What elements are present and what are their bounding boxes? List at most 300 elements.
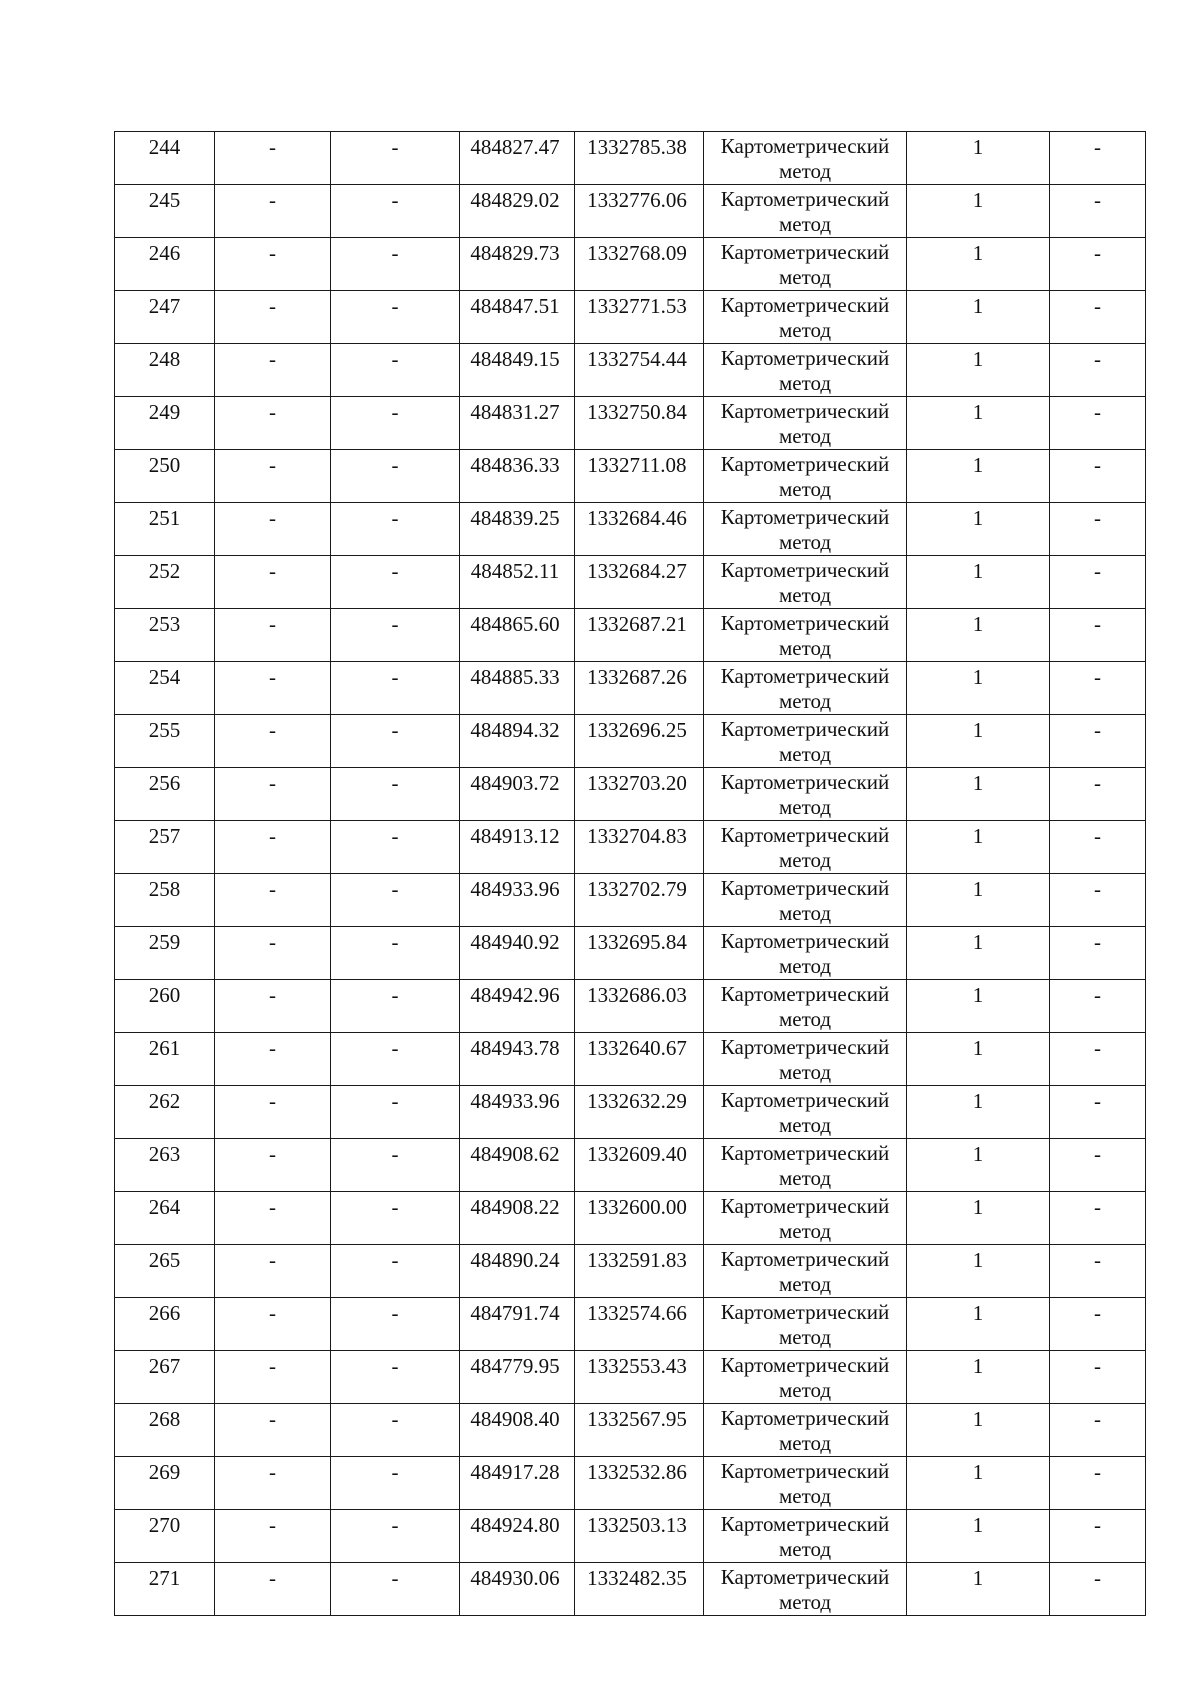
method-cell bbox=[704, 768, 907, 821]
method-cell bbox=[704, 980, 907, 1033]
table-row bbox=[115, 980, 1146, 1033]
table-row bbox=[115, 874, 1146, 927]
column-2-text: - bbox=[269, 824, 276, 848]
column-8-text: - bbox=[1094, 1036, 1101, 1060]
x-coordinate-cell bbox=[460, 927, 575, 980]
method-text: Картометрический метод bbox=[720, 717, 890, 766]
column-8-cell bbox=[1050, 1192, 1146, 1245]
column-3-cell bbox=[331, 821, 460, 874]
column-3-text: - bbox=[391, 188, 399, 212]
column-2-text: - bbox=[269, 347, 276, 371]
method-text: Картометрический метод bbox=[720, 982, 890, 1031]
y-coordinate-cell bbox=[575, 1192, 704, 1245]
y-coordinate-text: 1332532.86 bbox=[587, 1460, 687, 1484]
column-8-text: - bbox=[1094, 1407, 1101, 1431]
method-cell bbox=[704, 715, 907, 768]
method-text: Картометрический метод bbox=[720, 611, 890, 660]
point-number-text: 246 bbox=[148, 241, 181, 265]
column-8-cell bbox=[1050, 1245, 1146, 1298]
point-number-text: 253 bbox=[148, 612, 181, 636]
accuracy-cell bbox=[907, 185, 1050, 238]
method-cell bbox=[704, 397, 907, 450]
method-text: Картометрический метод bbox=[720, 876, 890, 925]
column-3-cell bbox=[331, 1298, 460, 1351]
column-2-cell bbox=[215, 1086, 331, 1139]
table-row bbox=[115, 1351, 1146, 1404]
x-coordinate-cell bbox=[460, 1563, 575, 1616]
accuracy-cell bbox=[907, 715, 1050, 768]
point-number-cell bbox=[115, 1457, 215, 1510]
x-coordinate-cell bbox=[460, 556, 575, 609]
column-2-text: - bbox=[269, 1142, 276, 1166]
point-number-cell bbox=[115, 1245, 215, 1298]
column-3-cell bbox=[331, 344, 460, 397]
table-row bbox=[115, 556, 1146, 609]
column-3-cell bbox=[331, 1033, 460, 1086]
column-3-cell bbox=[331, 662, 460, 715]
x-coordinate-cell bbox=[460, 1351, 575, 1404]
accuracy-cell bbox=[907, 927, 1050, 980]
table-row bbox=[115, 609, 1146, 662]
method-text: Картометрический метод bbox=[720, 823, 890, 872]
column-2-cell bbox=[215, 1139, 331, 1192]
column-2-text: - bbox=[269, 612, 276, 636]
column-3-text: - bbox=[391, 347, 399, 371]
column-8-cell bbox=[1050, 397, 1146, 450]
column-2-cell bbox=[215, 1351, 331, 1404]
accuracy-cell bbox=[907, 874, 1050, 927]
column-8-cell bbox=[1050, 927, 1146, 980]
column-2-text: - bbox=[269, 1354, 276, 1378]
point-number-text: 245 bbox=[148, 188, 181, 212]
point-number-cell bbox=[115, 927, 215, 980]
method-cell bbox=[704, 1563, 907, 1616]
accuracy-text: 1 bbox=[972, 241, 984, 265]
accuracy-text: 1 bbox=[972, 612, 984, 636]
column-8-text: - bbox=[1094, 1195, 1101, 1219]
column-3-text: - bbox=[391, 612, 399, 636]
point-number-cell bbox=[115, 556, 215, 609]
accuracy-cell bbox=[907, 609, 1050, 662]
column-8-text: - bbox=[1094, 983, 1101, 1007]
column-2-text: - bbox=[269, 1248, 276, 1272]
table-row bbox=[115, 715, 1146, 768]
point-number-text: 255 bbox=[148, 718, 181, 742]
column-3-text: - bbox=[391, 824, 399, 848]
column-3-cell bbox=[331, 397, 460, 450]
x-coordinate-cell bbox=[460, 1298, 575, 1351]
y-coordinate-text: 1332503.13 bbox=[587, 1513, 687, 1537]
point-number-cell bbox=[115, 1033, 215, 1086]
y-coordinate-cell bbox=[575, 874, 704, 927]
accuracy-text: 1 bbox=[972, 453, 984, 477]
accuracy-text: 1 bbox=[972, 983, 984, 1007]
column-3-cell bbox=[331, 715, 460, 768]
table-row bbox=[115, 1457, 1146, 1510]
accuracy-cell bbox=[907, 980, 1050, 1033]
y-coordinate-cell bbox=[575, 1563, 704, 1616]
table-row bbox=[115, 397, 1146, 450]
accuracy-text: 1 bbox=[972, 1089, 984, 1113]
x-coordinate-cell bbox=[460, 980, 575, 1033]
y-coordinate-cell bbox=[575, 344, 704, 397]
x-coordinate-cell bbox=[460, 1404, 575, 1457]
y-coordinate-cell bbox=[575, 450, 704, 503]
column-3-cell bbox=[331, 1457, 460, 1510]
table-row bbox=[115, 1086, 1146, 1139]
y-coordinate-text: 1332785.38 bbox=[587, 135, 687, 159]
table-row bbox=[115, 1404, 1146, 1457]
accuracy-cell bbox=[907, 556, 1050, 609]
column-8-text: - bbox=[1094, 400, 1101, 424]
column-3-cell bbox=[331, 291, 460, 344]
method-text: Картометрический метод bbox=[720, 1035, 890, 1084]
column-8-text: - bbox=[1094, 824, 1101, 848]
point-number-text: 270 bbox=[148, 1513, 181, 1537]
column-2-text: - bbox=[269, 135, 276, 159]
y-coordinate-text: 1332696.25 bbox=[587, 718, 687, 742]
column-8-cell bbox=[1050, 556, 1146, 609]
column-8-cell bbox=[1050, 715, 1146, 768]
x-coordinate-cell bbox=[460, 238, 575, 291]
point-number-text: 251 bbox=[148, 506, 181, 530]
table-row bbox=[115, 291, 1146, 344]
table-row bbox=[115, 503, 1146, 556]
y-coordinate-cell bbox=[575, 609, 704, 662]
accuracy-text: 1 bbox=[972, 824, 984, 848]
y-coordinate-cell bbox=[575, 185, 704, 238]
table-row bbox=[115, 238, 1146, 291]
column-2-cell bbox=[215, 715, 331, 768]
column-8-text: - bbox=[1094, 1248, 1101, 1272]
column-3-text: - bbox=[391, 771, 399, 795]
method-cell bbox=[704, 1033, 907, 1086]
method-text: Картометрический метод bbox=[720, 1300, 890, 1349]
y-coordinate-text: 1332687.26 bbox=[587, 665, 687, 689]
x-coordinate-cell bbox=[460, 291, 575, 344]
x-coordinate-cell bbox=[460, 768, 575, 821]
column-3-text: - bbox=[391, 1566, 399, 1590]
y-coordinate-cell bbox=[575, 397, 704, 450]
method-text: Картометрический метод bbox=[720, 1088, 890, 1137]
column-2-cell bbox=[215, 1298, 331, 1351]
table-row bbox=[115, 1245, 1146, 1298]
point-number-text: 252 bbox=[148, 559, 181, 583]
x-coordinate-text: 484849.15 bbox=[470, 347, 560, 371]
point-number-text: 266 bbox=[148, 1301, 181, 1325]
accuracy-cell bbox=[907, 662, 1050, 715]
x-coordinate-text: 484839.25 bbox=[470, 506, 560, 530]
x-coordinate-cell bbox=[460, 344, 575, 397]
x-coordinate-cell bbox=[460, 1139, 575, 1192]
column-8-cell bbox=[1050, 238, 1146, 291]
coordinates-table bbox=[114, 131, 1146, 1616]
column-2-cell bbox=[215, 397, 331, 450]
y-coordinate-text: 1332684.46 bbox=[587, 506, 687, 530]
table-row bbox=[115, 821, 1146, 874]
point-number-cell bbox=[115, 609, 215, 662]
accuracy-text: 1 bbox=[972, 400, 984, 424]
x-coordinate-text: 484829.73 bbox=[470, 241, 560, 265]
accuracy-cell bbox=[907, 291, 1050, 344]
column-3-text: - bbox=[391, 294, 399, 318]
accuracy-text: 1 bbox=[972, 294, 984, 318]
column-8-text: - bbox=[1094, 718, 1101, 742]
column-3-text: - bbox=[391, 453, 399, 477]
column-8-cell bbox=[1050, 1033, 1146, 1086]
y-coordinate-cell bbox=[575, 1404, 704, 1457]
column-2-cell bbox=[215, 556, 331, 609]
column-3-cell bbox=[331, 238, 460, 291]
accuracy-text: 1 bbox=[972, 188, 984, 212]
y-coordinate-cell bbox=[575, 715, 704, 768]
point-number-text: 264 bbox=[148, 1195, 181, 1219]
column-2-text: - bbox=[269, 453, 276, 477]
accuracy-cell bbox=[907, 344, 1050, 397]
y-coordinate-text: 1332754.44 bbox=[587, 347, 687, 371]
column-3-text: - bbox=[391, 135, 399, 159]
column-3-text: - bbox=[391, 983, 399, 1007]
y-coordinate-text: 1332711.08 bbox=[587, 453, 687, 477]
accuracy-text: 1 bbox=[972, 930, 984, 954]
x-coordinate-text: 484940.92 bbox=[470, 930, 560, 954]
accuracy-text: 1 bbox=[972, 347, 984, 371]
y-coordinate-cell bbox=[575, 1139, 704, 1192]
x-coordinate-cell bbox=[460, 1192, 575, 1245]
method-text: Картометрический метод bbox=[720, 1353, 890, 1402]
point-number-cell bbox=[115, 715, 215, 768]
accuracy-text: 1 bbox=[972, 1142, 984, 1166]
column-2-cell bbox=[215, 874, 331, 927]
column-8-cell bbox=[1050, 185, 1146, 238]
method-cell bbox=[704, 1245, 907, 1298]
column-2-text: - bbox=[269, 241, 276, 265]
y-coordinate-cell bbox=[575, 291, 704, 344]
column-3-text: - bbox=[391, 665, 399, 689]
column-8-cell bbox=[1050, 1457, 1146, 1510]
column-2-cell bbox=[215, 927, 331, 980]
y-coordinate-cell bbox=[575, 238, 704, 291]
method-text: Картометрический метод bbox=[720, 346, 890, 395]
accuracy-cell bbox=[907, 1192, 1050, 1245]
method-cell bbox=[704, 344, 907, 397]
y-coordinate-text: 1332776.06 bbox=[587, 188, 687, 212]
column-3-cell bbox=[331, 556, 460, 609]
column-3-cell bbox=[331, 1563, 460, 1616]
y-coordinate-text: 1332553.43 bbox=[587, 1354, 687, 1378]
y-coordinate-text: 1332600.00 bbox=[587, 1195, 687, 1219]
column-3-text: - bbox=[391, 400, 399, 424]
y-coordinate-text: 1332771.53 bbox=[587, 294, 687, 318]
column-8-cell bbox=[1050, 132, 1146, 185]
point-number-cell bbox=[115, 344, 215, 397]
point-number-text: 249 bbox=[148, 400, 181, 424]
column-2-cell bbox=[215, 768, 331, 821]
column-8-text: - bbox=[1094, 559, 1101, 583]
x-coordinate-cell bbox=[460, 1086, 575, 1139]
point-number-text: 247 bbox=[148, 294, 181, 318]
point-number-cell bbox=[115, 238, 215, 291]
column-8-cell bbox=[1050, 1298, 1146, 1351]
accuracy-cell bbox=[907, 821, 1050, 874]
x-coordinate-text: 484885.33 bbox=[470, 665, 560, 689]
point-number-cell bbox=[115, 1351, 215, 1404]
point-number-text: 257 bbox=[148, 824, 181, 848]
column-3-cell bbox=[331, 1404, 460, 1457]
column-2-cell bbox=[215, 132, 331, 185]
x-coordinate-cell bbox=[460, 132, 575, 185]
column-3-text: - bbox=[391, 1354, 399, 1378]
x-coordinate-text: 484913.12 bbox=[470, 824, 560, 848]
column-8-cell bbox=[1050, 768, 1146, 821]
x-coordinate-text: 484827.47 bbox=[470, 135, 560, 159]
x-coordinate-text: 484829.02 bbox=[470, 188, 560, 212]
column-8-cell bbox=[1050, 1404, 1146, 1457]
point-number-cell bbox=[115, 503, 215, 556]
point-number-cell bbox=[115, 185, 215, 238]
method-cell bbox=[704, 927, 907, 980]
column-2-text: - bbox=[269, 1195, 276, 1219]
column-8-text: - bbox=[1094, 1460, 1101, 1484]
column-2-cell bbox=[215, 821, 331, 874]
point-number-cell bbox=[115, 1139, 215, 1192]
accuracy-cell bbox=[907, 1298, 1050, 1351]
accuracy-cell bbox=[907, 238, 1050, 291]
column-8-cell bbox=[1050, 450, 1146, 503]
point-number-text: 263 bbox=[148, 1142, 181, 1166]
x-coordinate-cell bbox=[460, 185, 575, 238]
column-3-text: - bbox=[391, 506, 399, 530]
column-2-cell bbox=[215, 1245, 331, 1298]
x-coordinate-text: 484930.06 bbox=[470, 1566, 560, 1590]
point-number-text: 259 bbox=[148, 930, 181, 954]
column-8-cell bbox=[1050, 344, 1146, 397]
column-3-text: - bbox=[391, 1248, 399, 1272]
column-8-text: - bbox=[1094, 665, 1101, 689]
method-cell bbox=[704, 1192, 907, 1245]
point-number-cell bbox=[115, 1404, 215, 1457]
method-cell bbox=[704, 556, 907, 609]
method-text: Картометрический метод bbox=[720, 1512, 890, 1561]
y-coordinate-text: 1332482.35 bbox=[587, 1566, 687, 1590]
column-8-text: - bbox=[1094, 241, 1101, 265]
column-8-text: - bbox=[1094, 135, 1101, 159]
column-2-text: - bbox=[269, 877, 276, 901]
column-3-cell bbox=[331, 1245, 460, 1298]
column-2-text: - bbox=[269, 665, 276, 689]
column-3-cell bbox=[331, 132, 460, 185]
column-3-text: - bbox=[391, 241, 399, 265]
method-cell bbox=[704, 503, 907, 556]
method-text: Картометрический метод bbox=[720, 558, 890, 607]
column-3-cell bbox=[331, 980, 460, 1033]
table-row bbox=[115, 450, 1146, 503]
method-text: Картометрический метод bbox=[720, 1565, 890, 1614]
y-coordinate-cell bbox=[575, 1351, 704, 1404]
column-2-text: - bbox=[269, 983, 276, 1007]
column-8-text: - bbox=[1094, 930, 1101, 954]
x-coordinate-cell bbox=[460, 715, 575, 768]
x-coordinate-text: 484831.27 bbox=[470, 400, 560, 424]
point-number-text: 244 bbox=[148, 135, 181, 159]
x-coordinate-text: 484942.96 bbox=[470, 983, 560, 1007]
method-text: Картометрический метод bbox=[720, 1194, 890, 1243]
method-cell bbox=[704, 609, 907, 662]
method-cell bbox=[704, 1298, 907, 1351]
column-2-text: - bbox=[269, 1301, 276, 1325]
method-text: Картометрический метод bbox=[720, 1141, 890, 1190]
method-text: Картометрический метод bbox=[720, 399, 890, 448]
accuracy-text: 1 bbox=[972, 877, 984, 901]
column-2-text: - bbox=[269, 1566, 276, 1590]
point-number-text: 258 bbox=[148, 877, 181, 901]
point-number-text: 254 bbox=[148, 665, 181, 689]
method-text: Картометрический метод bbox=[720, 293, 890, 342]
accuracy-text: 1 bbox=[972, 665, 984, 689]
table-row bbox=[115, 1563, 1146, 1616]
column-8-text: - bbox=[1094, 188, 1101, 212]
accuracy-cell bbox=[907, 397, 1050, 450]
column-3-text: - bbox=[391, 718, 399, 742]
method-text: Картометрический метод bbox=[720, 452, 890, 501]
y-coordinate-cell bbox=[575, 1298, 704, 1351]
column-2-cell bbox=[215, 1192, 331, 1245]
accuracy-text: 1 bbox=[972, 771, 984, 795]
column-3-cell bbox=[331, 768, 460, 821]
column-3-cell bbox=[331, 450, 460, 503]
column-3-cell bbox=[331, 1192, 460, 1245]
x-coordinate-cell bbox=[460, 397, 575, 450]
column-8-cell bbox=[1050, 980, 1146, 1033]
point-number-cell bbox=[115, 1298, 215, 1351]
point-number-text: 250 bbox=[148, 453, 181, 477]
column-3-cell bbox=[331, 1139, 460, 1192]
column-2-text: - bbox=[269, 1460, 276, 1484]
column-8-text: - bbox=[1094, 771, 1101, 795]
method-cell bbox=[704, 1086, 907, 1139]
point-number-cell bbox=[115, 821, 215, 874]
point-number-text: 261 bbox=[148, 1036, 181, 1060]
column-8-text: - bbox=[1094, 1566, 1101, 1590]
column-3-text: - bbox=[391, 1036, 399, 1060]
y-coordinate-cell bbox=[575, 132, 704, 185]
method-text: Картометрический метод bbox=[720, 770, 890, 819]
accuracy-cell bbox=[907, 1510, 1050, 1563]
accuracy-cell bbox=[907, 1139, 1050, 1192]
accuracy-cell bbox=[907, 1457, 1050, 1510]
method-text: Картометрический метод bbox=[720, 187, 890, 236]
method-cell bbox=[704, 450, 907, 503]
point-number-cell bbox=[115, 291, 215, 344]
x-coordinate-cell bbox=[460, 1510, 575, 1563]
point-number-text: 260 bbox=[148, 983, 181, 1007]
column-8-text: - bbox=[1094, 453, 1101, 477]
point-number-cell bbox=[115, 768, 215, 821]
point-number-text: 262 bbox=[148, 1089, 181, 1113]
method-cell bbox=[704, 291, 907, 344]
x-coordinate-text: 484852.11 bbox=[470, 559, 560, 583]
table-row bbox=[115, 344, 1146, 397]
accuracy-text: 1 bbox=[972, 1566, 984, 1590]
method-cell bbox=[704, 1457, 907, 1510]
point-number-text: 256 bbox=[148, 771, 181, 795]
point-number-cell bbox=[115, 1510, 215, 1563]
column-3-cell bbox=[331, 927, 460, 980]
y-coordinate-text: 1332684.27 bbox=[587, 559, 687, 583]
y-coordinate-cell bbox=[575, 1245, 704, 1298]
accuracy-text: 1 bbox=[972, 135, 984, 159]
point-number-text: 265 bbox=[148, 1248, 181, 1272]
